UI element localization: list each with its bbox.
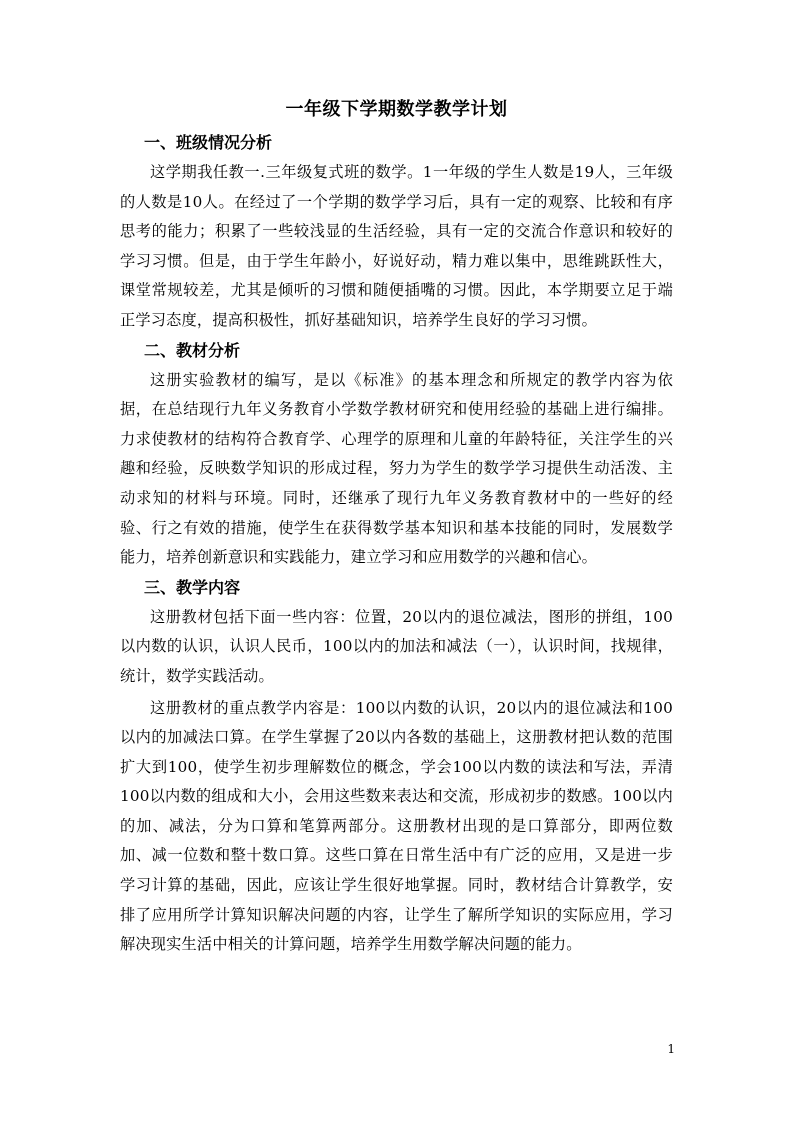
paragraph-key-content: 这册教材的重点教学内容是：100以内数的认识，20以内的退位减法和100以内的加减法口算。在学生掌握了20以内各数的基础上，这册教材把认数的范围扩大到100，使学生初步理解数位的概念，学会100以内数的读法和写法，弄清100以内数的组成和大小，会用这些数来表达和交流，形成初步的数感。100以内的加、减法，分为口算和笔算两部分。这册教材出现的是口算部分，即两位数加、减一位数和整十数口算。这些口算在日常生活中有广泛的应用，又是进一步学习计算的基础，因此，应该让学生很好地掌握。同时，教材结合计算教学，安排了应用所学计算知识解决问题的内容，让学生了解所学知识的实际应用，学习解决现实生活中相关的计算问题，培养学生用数学解决问题的能力。 [120,698,673,954]
section-heading-textbook-analysis: 二、教材分析 [144,340,241,360]
paragraph-class-analysis: 这学期我任教一.三年级复式班的数学。1一年级的学生人数是19人，三年级的人数是10人。在经过了一个学期的数学学习后，具有一定的观察、比较和有序思考的能力；积累了一些较浅显的生活经验，具有一定的交流合作意识和较好的学习习惯。但是，由于学生年龄小，好说好动，精力难以集中，思维跳跃性大，课堂常规较差，尤其是倾听的习惯和随便插嘴的习惯。因此，本学期要立足于端正学习态度，提高积极性，抓好基础知识，培养学生良好的学习习惯。 [120,163,673,329]
section-heading-teaching-content: 三、教学内容 [144,577,241,597]
document-page [120,96,673,960]
section-heading-class-analysis: 一、班级情况分析 [144,133,273,152]
document-title: 一年级下学期数学教学计划 [285,99,508,120]
paragraph-teaching-content: 这册教材包括下面一些内容：位置，20以内的退位减法，图形的拼组，100以内数的认识，认识人民币，100以内的加法和减法（一），认识时间，找规律，统计，数学实践活动。 [120,607,673,685]
paragraph-textbook-analysis: 这册实验教材的编写，是以《标准》的基本理念和所规定的教学内容为依据，在总结现行九年义务教育小学数学教材研究和使用经验的基础上进行编排。力求使教材的结构符合教育学、心理学的原理和儿童的年龄特征，关注学生的兴趣和经验，反映数学知识的形成过程，努力为学生的数学学习提供生动活泼、主动求知的材料与环境。同时，还继承了现行九年义务教育教材中的一些好的经验、行之有效的措施，使学生在获得数学基本知识和基本技能的同时，发展数学能力，培养创新意识和实践能力，建立学习和应用数学的兴趣和信心。 [120,370,673,567]
page-number: 1 [667,1042,675,1056]
